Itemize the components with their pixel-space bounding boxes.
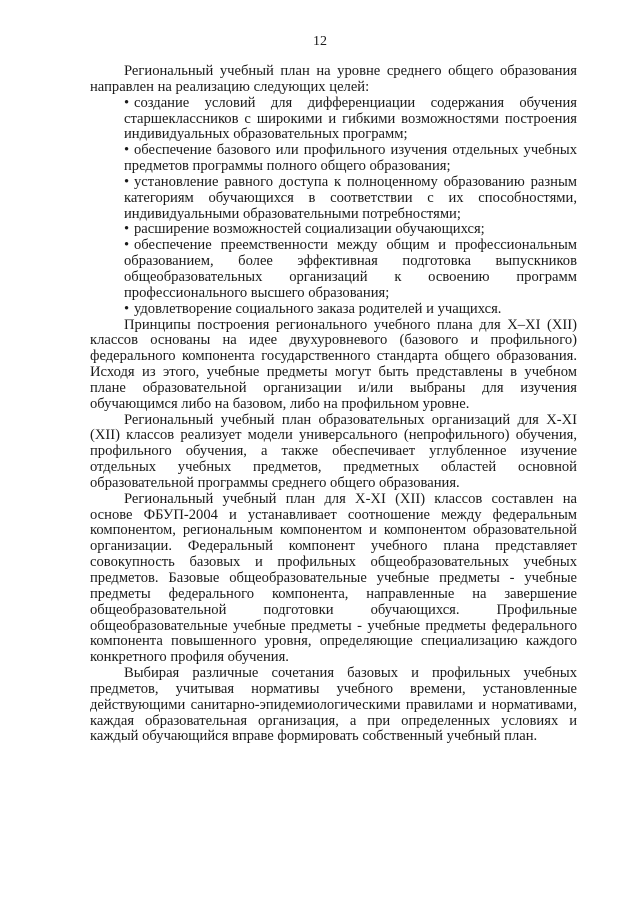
goal-text: создание условий для дифференциации содержания обучения старшеклассников с широкими и гибкими возможностями построения индивидуальных образовательных программ; <box>124 94 577 143</box>
goal-item <box>90 302 577 318</box>
goal-item <box>90 96 577 144</box>
models-paragraph: Региональный учебный план образовательных организаций для X-XI (XII) классов реализует модели универсального (непрофильного) обучения, профильного обучения, а также обеспечивает углубленное изучение отдельных учебных предметов, предметных областей основной образовательной программы среднего общего образования. <box>90 411 577 491</box>
individual-plan-paragraph: Выбирая различные сочетания базовых и профильных учебных предметов, учитывая нормативы учебного времени, установленные действующими санитарно-эпидемиологическими правилами и нормативами, каждая образовательная организация, а при определенных условиях и каждый обучающийся вправе формировать собственный учебный план. <box>90 665 577 745</box>
bullet-glyph: • <box>124 300 130 317</box>
goal-text: установление равного доступа к полноценному образованию разным категориям обучающихся в соответствии с их способностями, индивидуальными образовательными потребностями; <box>124 173 577 222</box>
principles-paragraph: Принципы построения регионального учебного плана для X–XI (XII) классов основаны на идее двухуровневого (базового и профильного) федерального компонента государственного стандарта общего образования. Исходя из этого, учебные предметы могут быть представлены в учебном плане образовательной организации и/или выбраны для изучения обучающимся либо на базовом, либо на профильном уровне. <box>90 316 577 412</box>
bullet-glyph: • <box>124 221 130 238</box>
goal-text: удовлетворение социального заказа родителей и учащихся. <box>134 300 502 317</box>
goal-text: обеспечение базового или профильного изучения отдельных учебных предметов программы полного общего образования; <box>124 142 577 175</box>
goal-text: расширение возможностей социализации обучающихся; <box>134 221 485 238</box>
intro-paragraph: Региональный учебный план на уровне среднего общего образования направлен на реализацию следующих целей: <box>90 63 577 95</box>
components-paragraph: Региональный учебный план для X-XI (XII) классов составлен на основе ФБУП-2004 и устанавливает соотношение между федеральным компонентом, региональным компонентом и компонентом образовательной организации. Федеральный компонент учебного плана представляет совокупность базовых и профильных общеобразовательных учебных предметов. Базовые общеобразовательные учебные предметы - учебные предметы федерального компонента, направленные на завершение общеобразовательной подготовки обучающихся. Профильные общеобразовательные учебные предметы - учебные предметы федерального компонента повышенного уровня, определяющие специализацию каждого конкретного профиля обучения. <box>90 490 577 666</box>
document-body <box>90 64 577 745</box>
goal-item <box>90 222 577 238</box>
goal-item <box>90 175 577 223</box>
goals-list <box>90 96 577 318</box>
bullet-glyph: • <box>124 173 130 190</box>
goal-item <box>90 143 577 175</box>
page-number: 12 <box>313 34 327 49</box>
bullet-glyph: • <box>124 142 130 159</box>
bullet-glyph: • <box>124 237 130 254</box>
goal-text: обеспечение преемственности между общим и профессиональным образованием, более эффективная подготовка выпускников общеобразовательных организаций к освоению программ профессионального высшего образования; <box>124 237 577 301</box>
goal-item <box>90 238 577 301</box>
bullet-glyph: • <box>124 94 130 111</box>
